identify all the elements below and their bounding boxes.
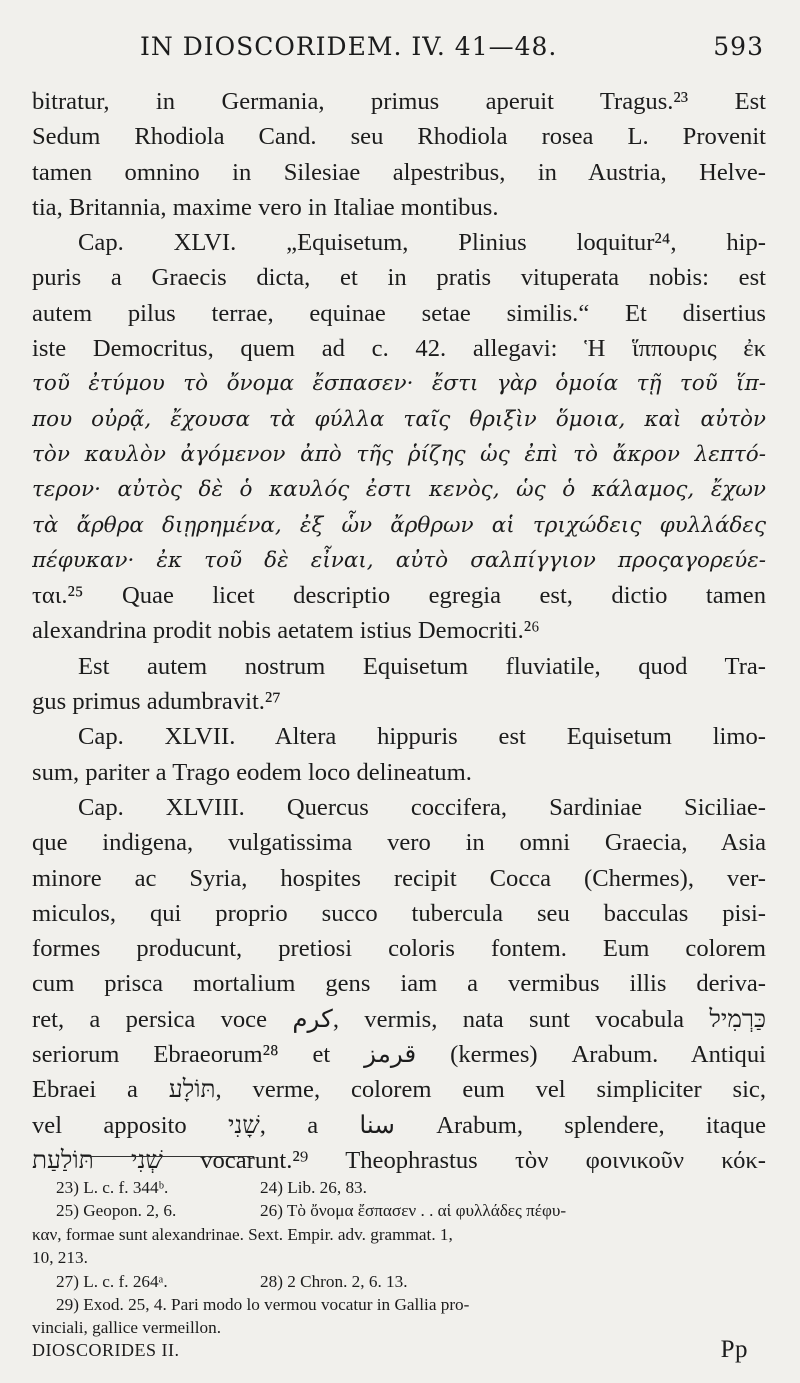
text-line: puris a Graecis dicta, et in pratis vituperata nobis: est — [32, 264, 766, 292]
running-head-title: IN DIOSCORIDEM. IV. 41—48. — [140, 32, 558, 61]
greek-text-line: που οὐρᾷ, ἔχουσα τὰ φύλλα ταῖς θριξὶν ὅμοια, καὶ αὐτὸν — [32, 406, 766, 432]
text-line: alexandrina prodit nobis aetatem istius Democriti.²⁶ — [32, 617, 540, 645]
footnote-24: 24) Lib. 26, 83. — [260, 1178, 367, 1197]
footnote-28: 28) 2 Chron. 2, 6. 13. — [260, 1271, 408, 1291]
footnotes — [32, 1176, 762, 1340]
footnote-divider — [84, 1156, 254, 1157]
footnote-23: 23) L. c. f. 344ᵇ. — [56, 1178, 169, 1197]
text-line: Cap. XLVIII. Quercus coccifera, Sardiniae Siciliae- — [78, 793, 766, 821]
text-line: tia, Britannia, maxime vero in Italiae montibus. — [32, 193, 499, 221]
text-line: ται.²⁵ Quae licet descriptio egregia est, dictio tamen — [32, 582, 766, 610]
text-line: cum prisca mortalium gens iam a vermibus illis deriva- — [32, 970, 766, 998]
footnote-29: 29) Exod. 25, 4. Pari modo lo vermou vocatur in Gallia pro- — [56, 1295, 470, 1315]
text-line: minore ac Syria, hospites recipit Cocca (Chermes), ver- — [32, 864, 766, 892]
footnote-row — [32, 1176, 762, 1199]
footnote-26-continued: καν, formae sunt alexandrinae. Sext. Empir. adv. grammat. 1, — [32, 1224, 453, 1244]
text-line: Ebraei a תּוֹלָע, verme, colorem eum vel simpliciter sic, — [32, 1076, 766, 1104]
text-line: que indigena, vulgatissima vero in omni Graecia, Asia — [32, 829, 766, 857]
signature-line — [32, 1336, 762, 1370]
text-line: Sedum Rhodiola Cand. seu Rhodiola rosea L. Provenit — [32, 123, 766, 151]
footnote-25: 25) Geopon. 2, 6. — [56, 1201, 177, 1221]
signature-mark: DIOSCORIDES II. — [32, 1340, 180, 1360]
text-line: שְׁנִי תּוֹלַעַת vocarunt.²⁹ Theophrastus τὸν φοινικοῦν κόκ- — [32, 1146, 766, 1174]
greek-text-line: τὸν καυλὸν ἀγόμενον ἀπὸ τῆς ῥίζης ὡς ἐπὶ τὸ ἄκρον λεπτό- — [32, 441, 766, 467]
running-head — [32, 32, 764, 68]
text-line: miculos, qui proprio succo tubercula seu bacculas pisi- — [32, 899, 766, 927]
text-line: bitratur, in Germania, primus aperuit Tragus.²³ Est — [32, 88, 766, 115]
text-line: Est autem nostrum Equisetum fluviatile, quod Tra- — [78, 652, 766, 680]
greek-text-line: πέφυκαν· ἐκ τοῦ δὲ εἶναι, αὐτὸ σαλπίγγιον προςαγορεύε- — [32, 547, 766, 573]
footnote-27: 27) L. c. f. 264ᵃ. — [56, 1271, 168, 1291]
text-line: formes producunt, pretiosi coloris fontem. Eum colorem — [32, 935, 766, 963]
text-line: tamen omnino in Silesiae alpestribus, in Austria, Helve- — [32, 158, 766, 186]
page-number: 593 — [713, 32, 764, 61]
footnote-26: 26) Τὸ ὄνομα ἔσπασεν . . αἱ φυλλάδες πέφυ- — [260, 1201, 567, 1221]
footnote-29-continued: vinciali, gallice vermeillon. — [32, 1318, 221, 1338]
footnote-row — [32, 1199, 762, 1222]
text-line: Cap. XLVI. „Equisetum, Plinius loquitur²⁴, hip- — [78, 229, 766, 257]
text-line: vel apposito שָׁנִי, a سنا Arabum, splendere, itaque — [32, 1111, 766, 1139]
body-text — [32, 84, 766, 1178]
footnote-row — [32, 1270, 762, 1293]
text-line: iste Democritus, quem ad c. 42. allegavi: Ἡ ἵππουρις ἐκ — [32, 335, 766, 363]
greek-text-line: τὰ ἄρθρα διῃρημένα, ἐξ ὧν ἄρθρων αἱ τριχώδεις φυλλάδες — [32, 512, 766, 538]
text-line: ret, a persica voce كرم, vermis, nata sunt vocabula כַּרְמִיל — [32, 1005, 766, 1033]
text-line: autem pilus terrae, equinae setae similis.“ Et disertius — [32, 299, 766, 327]
text-line: Cap. XLVII. Altera hippuris est Equisetum limo- — [78, 723, 766, 751]
text-line: sum, pariter a Trago eodem loco delineatum. — [32, 758, 472, 786]
text-line: gus primus adumbravit.²⁷ — [32, 688, 281, 716]
greek-text-line: τερον· αὐτὸς δὲ ὁ καυλός ἐστι κενὸς, ὡς ὁ κάλαμος, ἔχων — [32, 477, 766, 503]
signature-letters: Pp — [720, 1336, 748, 1363]
greek-text-line: τοῦ ἐτύμου τὸ ὄνομα ἔσπασεν· ἔστι γὰρ ὁμοία τῇ τοῦ ἵπ- — [32, 371, 766, 397]
footnote-26-continued: 10, 213. — [32, 1248, 88, 1268]
text-line: seriorum Ebraeorum²⁸ et قرمز (kermes) Arabum. Antiqui — [32, 1041, 766, 1069]
